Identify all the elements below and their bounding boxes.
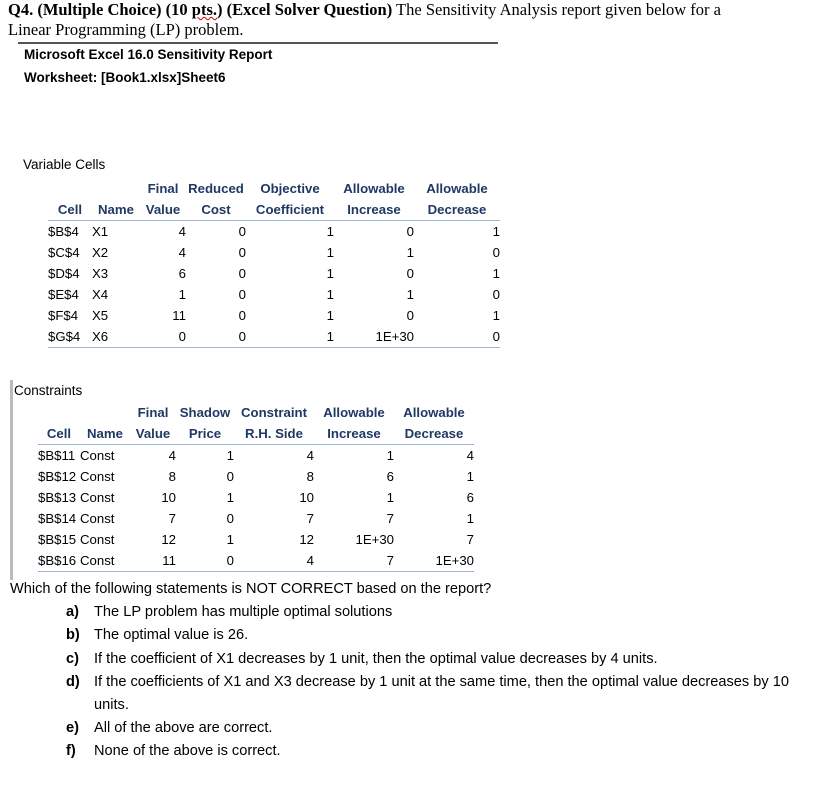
mcq-option: [10, 648, 810, 671]
table-cell: 1: [492, 308, 500, 323]
constraints-header-top: [38, 402, 474, 423]
header-cell: [38, 402, 80, 423]
header-divider: [18, 42, 498, 44]
table-cell: Const: [80, 511, 115, 526]
question-stem: [8, 0, 808, 40]
table-cell: 1E+30: [394, 550, 474, 572]
table-cell: $B$12: [38, 469, 77, 484]
variable-row: [48, 326, 500, 348]
constraints-table: [38, 402, 474, 572]
table-cell: 7: [168, 511, 176, 526]
variable-row: [48, 242, 500, 263]
header-cell: Increase: [314, 423, 394, 445]
table-cell: 0: [238, 245, 246, 260]
table-cell: Const: [80, 490, 115, 505]
mcq-option: [10, 717, 810, 740]
mcq-option-label: a): [66, 604, 79, 621]
table-cell: 0: [406, 308, 414, 323]
constraints-rows: [38, 445, 474, 572]
header-cell: Decrease: [414, 199, 500, 221]
variable-row: [48, 221, 500, 243]
table-cell: X4: [92, 287, 109, 302]
header-cell: Name: [92, 199, 140, 221]
table-cell: 7: [386, 511, 394, 526]
variable-row: [48, 263, 500, 284]
variable-header-sub: [48, 199, 500, 221]
table-cell: 12: [161, 532, 176, 547]
mcq-option-text: The optimal value is 26.: [94, 627, 249, 644]
table-cell: 1: [406, 245, 414, 260]
mcq-option-label: e): [66, 720, 79, 737]
variable-rows: [48, 221, 500, 348]
constraint-row: [38, 550, 474, 572]
mcq-option-label: f): [66, 743, 76, 760]
variable-row: [48, 305, 500, 326]
table-cell: 0: [238, 224, 246, 239]
header-cell: Constraint: [241, 405, 307, 420]
table-cell: $D$4: [48, 266, 80, 281]
table-cell: 4: [466, 448, 474, 463]
mcq-option-text: The LP problem has multiple optimal solutions: [94, 604, 393, 621]
constraint-row: [38, 508, 474, 529]
table-cell: 1: [386, 490, 394, 505]
header-cell: Final: [137, 405, 169, 420]
report-title: Microsoft Excel 16.0 Sensitivity Report: [24, 47, 273, 62]
table-cell: X6: [92, 326, 140, 348]
table-cell: 8: [306, 469, 314, 484]
header-cell: Cost: [186, 199, 246, 221]
constraint-row: [38, 466, 474, 487]
mcq-option-label: d): [66, 673, 80, 690]
header-cell: Reduced: [188, 181, 244, 196]
report-worksheet: Worksheet: [Book1.xlsx]Sheet6: [24, 70, 226, 85]
table-cell: 4: [168, 448, 176, 463]
header-cell: Allowable: [403, 405, 465, 420]
table-cell: $B$11: [38, 448, 76, 463]
table-cell: Const: [80, 469, 115, 484]
table-cell: Const: [80, 550, 130, 572]
header-cell: [48, 178, 92, 199]
constraints-header-sub: [38, 423, 474, 445]
mcq-options: [10, 601, 810, 763]
table-cell: 0: [238, 287, 246, 302]
table-cell: $B$14: [38, 511, 77, 526]
mcq-option: [10, 671, 810, 717]
header-cell: Final: [147, 181, 179, 196]
header-cell: Price: [176, 423, 234, 445]
table-cell: 0: [238, 266, 246, 281]
question-text-line1: The Sensitivity Analysis report given below for a: [392, 0, 721, 19]
table-cell: 1E+30: [334, 326, 414, 348]
mcq-option: [10, 624, 810, 647]
table-cell: $G$4: [48, 326, 92, 348]
constraints-label: Constraints: [14, 383, 83, 398]
table-cell: 1: [406, 287, 414, 302]
table-cell: X3: [92, 266, 109, 281]
table-cell: 6: [466, 490, 474, 505]
table-cell: 1: [326, 266, 334, 281]
mcq-option: [10, 601, 810, 624]
table-cell: 1: [246, 326, 334, 348]
table-cell: 7: [314, 550, 394, 572]
multiple-choice: [10, 578, 810, 764]
table-cell: 0: [226, 469, 234, 484]
table-cell: 0: [176, 550, 234, 572]
table-cell: 10: [299, 490, 314, 505]
table-cell: 0: [238, 308, 246, 323]
header-cell: Value: [140, 199, 186, 221]
mcq-option-text: If the coefficients of X1 and X3 decrease by 1 unit at the same time, then the optimal value decreases by 10 units.: [94, 673, 789, 714]
table-cell: 1: [466, 469, 474, 484]
table-cell: 0: [414, 326, 500, 348]
table-cell: 6: [386, 469, 394, 484]
header-cell: Decrease: [394, 423, 474, 445]
constraints-margin-bar: [10, 380, 13, 580]
table-cell: 10: [161, 490, 176, 505]
table-cell: 12: [299, 532, 314, 547]
table-cell: 0: [406, 224, 414, 239]
variable-cells-table: [48, 178, 500, 348]
mcq-option-label: b): [66, 627, 80, 644]
table-cell: 11: [172, 308, 186, 323]
table-cell: X2: [92, 245, 109, 260]
table-cell: 0: [186, 326, 246, 348]
table-cell: 7: [306, 511, 314, 526]
header-cell: Increase: [334, 199, 414, 221]
table-cell: 1: [326, 308, 334, 323]
header-cell: Objective: [260, 181, 320, 196]
table-cell: 4: [234, 550, 314, 572]
table-cell: $B$15: [38, 532, 77, 547]
table-cell: $F$4: [48, 308, 79, 323]
table-cell: X5: [92, 308, 109, 323]
table-cell: 1E+30: [355, 532, 394, 547]
header-cell: Allowable: [343, 181, 405, 196]
table-cell: 0: [406, 266, 414, 281]
mcq-option-text: All of the above are correct.: [94, 720, 273, 737]
table-cell: 6: [178, 266, 186, 281]
table-cell: 1: [326, 287, 334, 302]
header-cell: [80, 402, 130, 423]
table-cell: 8: [168, 469, 176, 484]
header-cell: Name: [80, 423, 130, 445]
question-points: (10 pts.): [165, 0, 223, 19]
table-cell: 1: [226, 532, 234, 547]
mcq-option-text: If the coefficient of X1 decreases by 1 unit, then the optimal value decreases by 4 units.: [94, 650, 658, 667]
question-category: (Excel Solver Question): [226, 0, 393, 19]
question-type: (Multiple Choice): [37, 0, 162, 19]
table-cell: 1: [226, 490, 234, 505]
table-cell: 0: [492, 245, 500, 260]
header-cell: Cell: [38, 423, 80, 445]
header-cell: R.H. Side: [234, 423, 314, 445]
table-cell: X1: [92, 224, 109, 239]
table-cell: $B$16: [38, 550, 80, 572]
table-cell: 1: [178, 287, 186, 302]
table-cell: Const: [80, 532, 115, 547]
table-cell: $B$13: [38, 490, 77, 505]
mcq-option-text: None of the above is correct.: [94, 743, 281, 760]
table-cell: 4: [178, 245, 186, 260]
mcq-option: [10, 740, 810, 763]
table-cell: 4: [306, 448, 314, 463]
variable-row: [48, 284, 500, 305]
question-number: Q4.: [8, 0, 34, 19]
header-cell: [92, 178, 140, 199]
mcq-option-label: c): [66, 650, 79, 667]
constraint-row: [38, 529, 474, 550]
table-cell: 7: [466, 532, 474, 547]
table-cell: 1: [386, 448, 394, 463]
table-cell: 0: [492, 287, 500, 302]
table-cell: $B$4: [48, 224, 79, 239]
header-cell: Allowable: [323, 405, 385, 420]
variable-header-top: [48, 178, 500, 199]
table-cell: $C$4: [48, 245, 80, 260]
table-cell: Const: [80, 448, 115, 463]
table-cell: 1: [326, 224, 334, 239]
variable-cells-label: Variable Cells: [23, 157, 106, 172]
question-text-line2: Linear Programming (LP) problem.: [8, 20, 244, 39]
table-cell: 1: [466, 511, 474, 526]
mcq-prompt: Which of the following statements is NOT CORRECT based on the report?: [10, 581, 492, 597]
constraint-row: [38, 445, 474, 467]
table-cell: 1: [226, 448, 234, 463]
table-cell: 0: [226, 511, 234, 526]
table-cell: 0: [140, 326, 186, 348]
table-cell: 4: [178, 224, 186, 239]
header-cell: Shadow: [179, 405, 231, 420]
header-cell: Allowable: [426, 181, 488, 196]
constraint-row: [38, 487, 474, 508]
header-cell: Value: [130, 423, 176, 445]
table-cell: 1: [326, 245, 334, 260]
table-cell: 1: [492, 224, 500, 239]
table-cell: 11: [130, 550, 176, 572]
table-cell: $E$4: [48, 287, 79, 302]
header-cell: Cell: [48, 199, 92, 221]
table-cell: 1: [492, 266, 500, 281]
header-cell: Coefficient: [246, 199, 334, 221]
